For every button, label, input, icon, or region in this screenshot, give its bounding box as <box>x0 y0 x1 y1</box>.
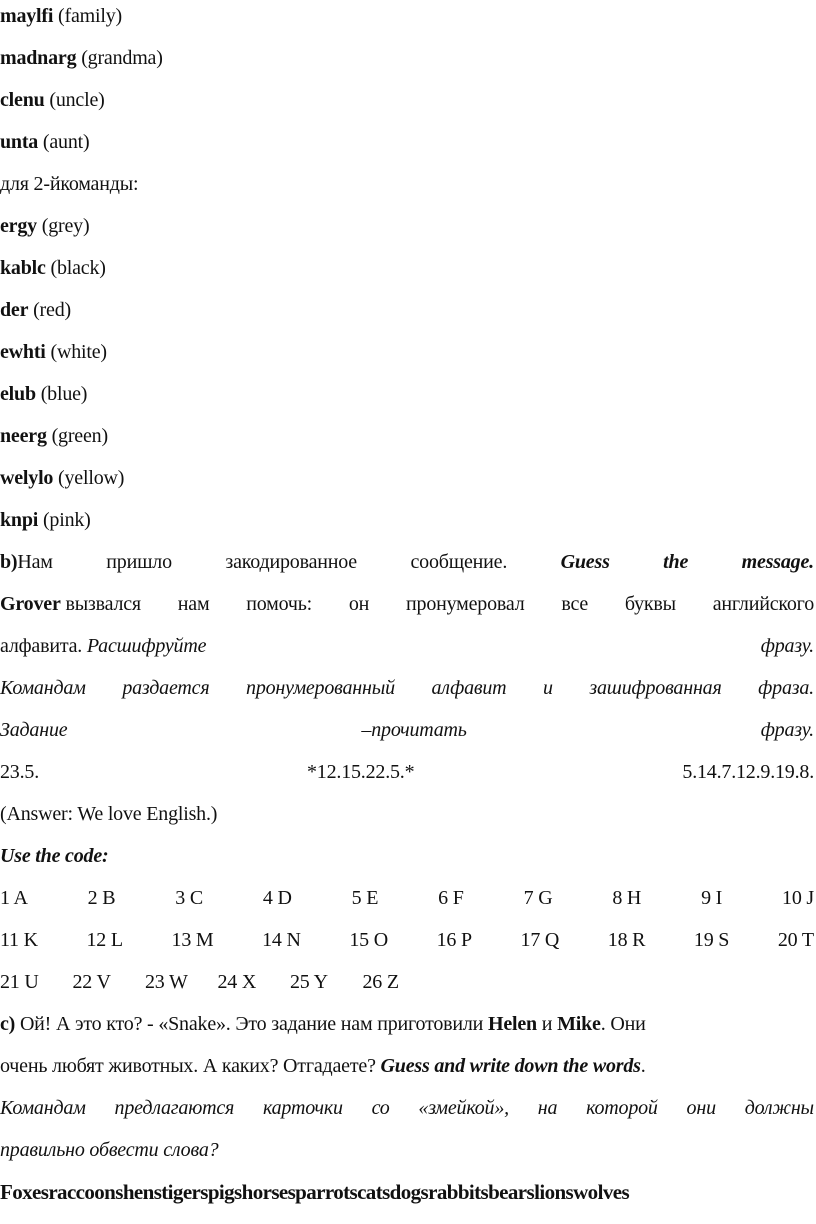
text: фразу. <box>760 635 814 657</box>
code-cell: 25 Y <box>290 971 328 993</box>
section-c-line-2 <box>0 1045 814 1087</box>
code-cell: 18 R <box>607 929 646 951</box>
word: карточки <box>262 1097 343 1119</box>
scrambled-word: der <box>0 299 29 321</box>
text: . <box>640 1055 646 1077</box>
word: предлагаются <box>114 1097 235 1119</box>
text: Ой! А это кто? - «Snake». Это задание нам приготовили <box>15 1013 488 1035</box>
gloss: (blue) <box>40 383 88 405</box>
word: Командам <box>0 1097 86 1119</box>
word: он <box>348 593 370 615</box>
code-group: 23.5. <box>0 761 40 783</box>
word: Командам <box>0 677 86 699</box>
code-cell: 8 H <box>612 887 642 909</box>
word-item <box>0 331 814 373</box>
section-c <box>0 1003 814 1213</box>
text <box>0 583 141 625</box>
code-cell: 24 X <box>217 971 257 993</box>
gloss: (aunt) <box>42 131 90 153</box>
text: очень любят животных. А каких? Отгадаете? <box>0 1055 381 1077</box>
word-item <box>0 457 814 499</box>
word-item <box>0 499 814 541</box>
code-cell: 4 D <box>262 887 292 909</box>
code-row-2 <box>0 919 814 961</box>
code-cell: 21 U <box>0 971 39 993</box>
code-group: *12.15.22.5.* <box>307 761 415 783</box>
gloss: (family) <box>58 5 122 27</box>
word-item <box>0 0 814 37</box>
team1-word-list <box>0 0 814 163</box>
word-item <box>0 37 814 79</box>
scrambled-word: ewhti <box>0 341 46 363</box>
word: буквы <box>624 593 676 615</box>
word: нам <box>177 593 210 615</box>
code-cell: 23 W <box>145 971 188 993</box>
scrambled-word: welylo <box>0 467 54 489</box>
section-c-line-4: правильно обвести слова? <box>0 1139 219 1161</box>
word: зашифрованная <box>589 677 722 699</box>
word-item <box>0 79 814 121</box>
code-cell: 9 I <box>701 887 723 909</box>
text: Расшифруйте <box>86 635 207 657</box>
code-cell: 13 M <box>171 929 214 951</box>
gloss: (grey) <box>41 215 90 237</box>
word: вызвался <box>65 593 141 615</box>
text: алфавита. <box>0 635 83 657</box>
word-snake: Foxesraccoonshenstigerspigshorsesparrotscatsdogsrabbitsbearslionswolves <box>0 1180 630 1204</box>
word: the <box>663 551 689 573</box>
code-cell: 11 K <box>0 929 38 951</box>
gloss: (white) <box>50 341 107 363</box>
scrambled-word: neerg <box>0 425 47 447</box>
gloss: (grandma) <box>81 47 163 69</box>
scrambled-word: maylfi <box>0 5 54 27</box>
code-cell: 16 P <box>436 929 472 951</box>
gloss: (green) <box>51 425 108 447</box>
word: закодированное <box>225 551 357 573</box>
word: английского <box>712 593 814 615</box>
section-c-line-3 <box>0 1087 814 1129</box>
gloss: (yellow) <box>58 467 125 489</box>
label: c) <box>0 1013 16 1035</box>
word: раздается <box>122 677 210 699</box>
word: «змейкой», <box>418 1097 509 1119</box>
word: на <box>537 1097 558 1119</box>
code-cell: 7 G <box>523 887 553 909</box>
word-item <box>0 373 814 415</box>
code-cell: 12 L <box>86 929 123 951</box>
section-b-line-2 <box>0 583 814 625</box>
word: пришло <box>106 551 172 573</box>
code-cell: 10 J <box>782 887 814 909</box>
code-cell: 5 E <box>351 887 379 909</box>
scrambled-word: ergy <box>0 215 37 237</box>
code-cell: 26 Z <box>362 971 399 993</box>
section-b-line-1 <box>0 541 814 583</box>
scrambled-word: unta <box>0 131 39 153</box>
code-group: 5.14.7.12.9.19.8. <box>682 761 814 783</box>
name-helen: Helen <box>487 1013 537 1035</box>
word: со <box>371 1097 390 1119</box>
scrambled-word: clenu <box>0 89 45 111</box>
gloss: (uncle) <box>49 89 105 111</box>
word: –прочитать <box>361 719 467 741</box>
word: помочь: <box>246 593 313 615</box>
word: Нам <box>17 551 53 573</box>
code-row-1 <box>0 877 814 919</box>
word-item <box>0 247 814 289</box>
code-cell: 22 V <box>72 971 111 993</box>
word: Задание <box>0 719 68 741</box>
section-b-line-3 <box>0 625 814 667</box>
scrambled-word: madnarg <box>0 47 77 69</box>
section-b <box>0 541 814 835</box>
word: и <box>542 677 553 699</box>
word: которой <box>586 1097 658 1119</box>
team2-heading: для 2-йкоманды: <box>0 173 139 195</box>
code-cell: 19 S <box>693 929 730 951</box>
code-cell: 6 F <box>438 887 464 909</box>
scrambled-word: elub <box>0 383 36 405</box>
word-item <box>0 205 814 247</box>
team2-word-list <box>0 205 814 541</box>
word: пронумеровал <box>406 593 525 615</box>
label: b) <box>0 551 18 573</box>
code-cell: 17 Q <box>520 929 560 951</box>
answer: (Answer: We love English.) <box>0 803 218 825</box>
text: и <box>536 1013 558 1035</box>
code-cell: 14 N <box>262 929 301 951</box>
word: должны <box>744 1097 814 1119</box>
code-table <box>0 835 814 1003</box>
code-cell: 3 C <box>175 887 204 909</box>
word: фразу. <box>760 719 814 741</box>
word-item <box>0 289 814 331</box>
scrambled-word: kablc <box>0 257 46 279</box>
encoded-message <box>0 751 814 793</box>
text: Guess and write down the words <box>380 1055 641 1077</box>
gloss: (red) <box>33 299 71 321</box>
code-cell: 2 B <box>87 887 116 909</box>
word: алфавит <box>431 677 507 699</box>
word: они <box>686 1097 716 1119</box>
code-cell: 1 A <box>0 887 28 909</box>
scrambled-word: knpi <box>0 509 39 531</box>
section-c-line-1 <box>0 1003 814 1045</box>
word: сообщение. <box>410 551 508 573</box>
name-grover: Grover <box>0 593 61 615</box>
word: Guess <box>560 551 610 573</box>
code-cell: 20 T <box>777 929 814 951</box>
code-cell: 15 O <box>349 929 388 951</box>
code-row-3 <box>0 961 814 1003</box>
gloss: (pink) <box>42 509 91 531</box>
word: message. <box>741 551 814 573</box>
word: все <box>561 593 589 615</box>
code-title: Use the code: <box>0 845 109 867</box>
word: фраза. <box>758 677 814 699</box>
text: . Они <box>600 1013 646 1035</box>
word-item <box>0 415 814 457</box>
section-b-line-5 <box>0 709 814 751</box>
section-b-line-4 <box>0 667 814 709</box>
gloss: (black) <box>50 257 106 279</box>
name-mike: Mike <box>557 1013 601 1035</box>
word-item <box>0 121 814 163</box>
text <box>0 541 53 583</box>
word: пронумерованный <box>246 677 395 699</box>
